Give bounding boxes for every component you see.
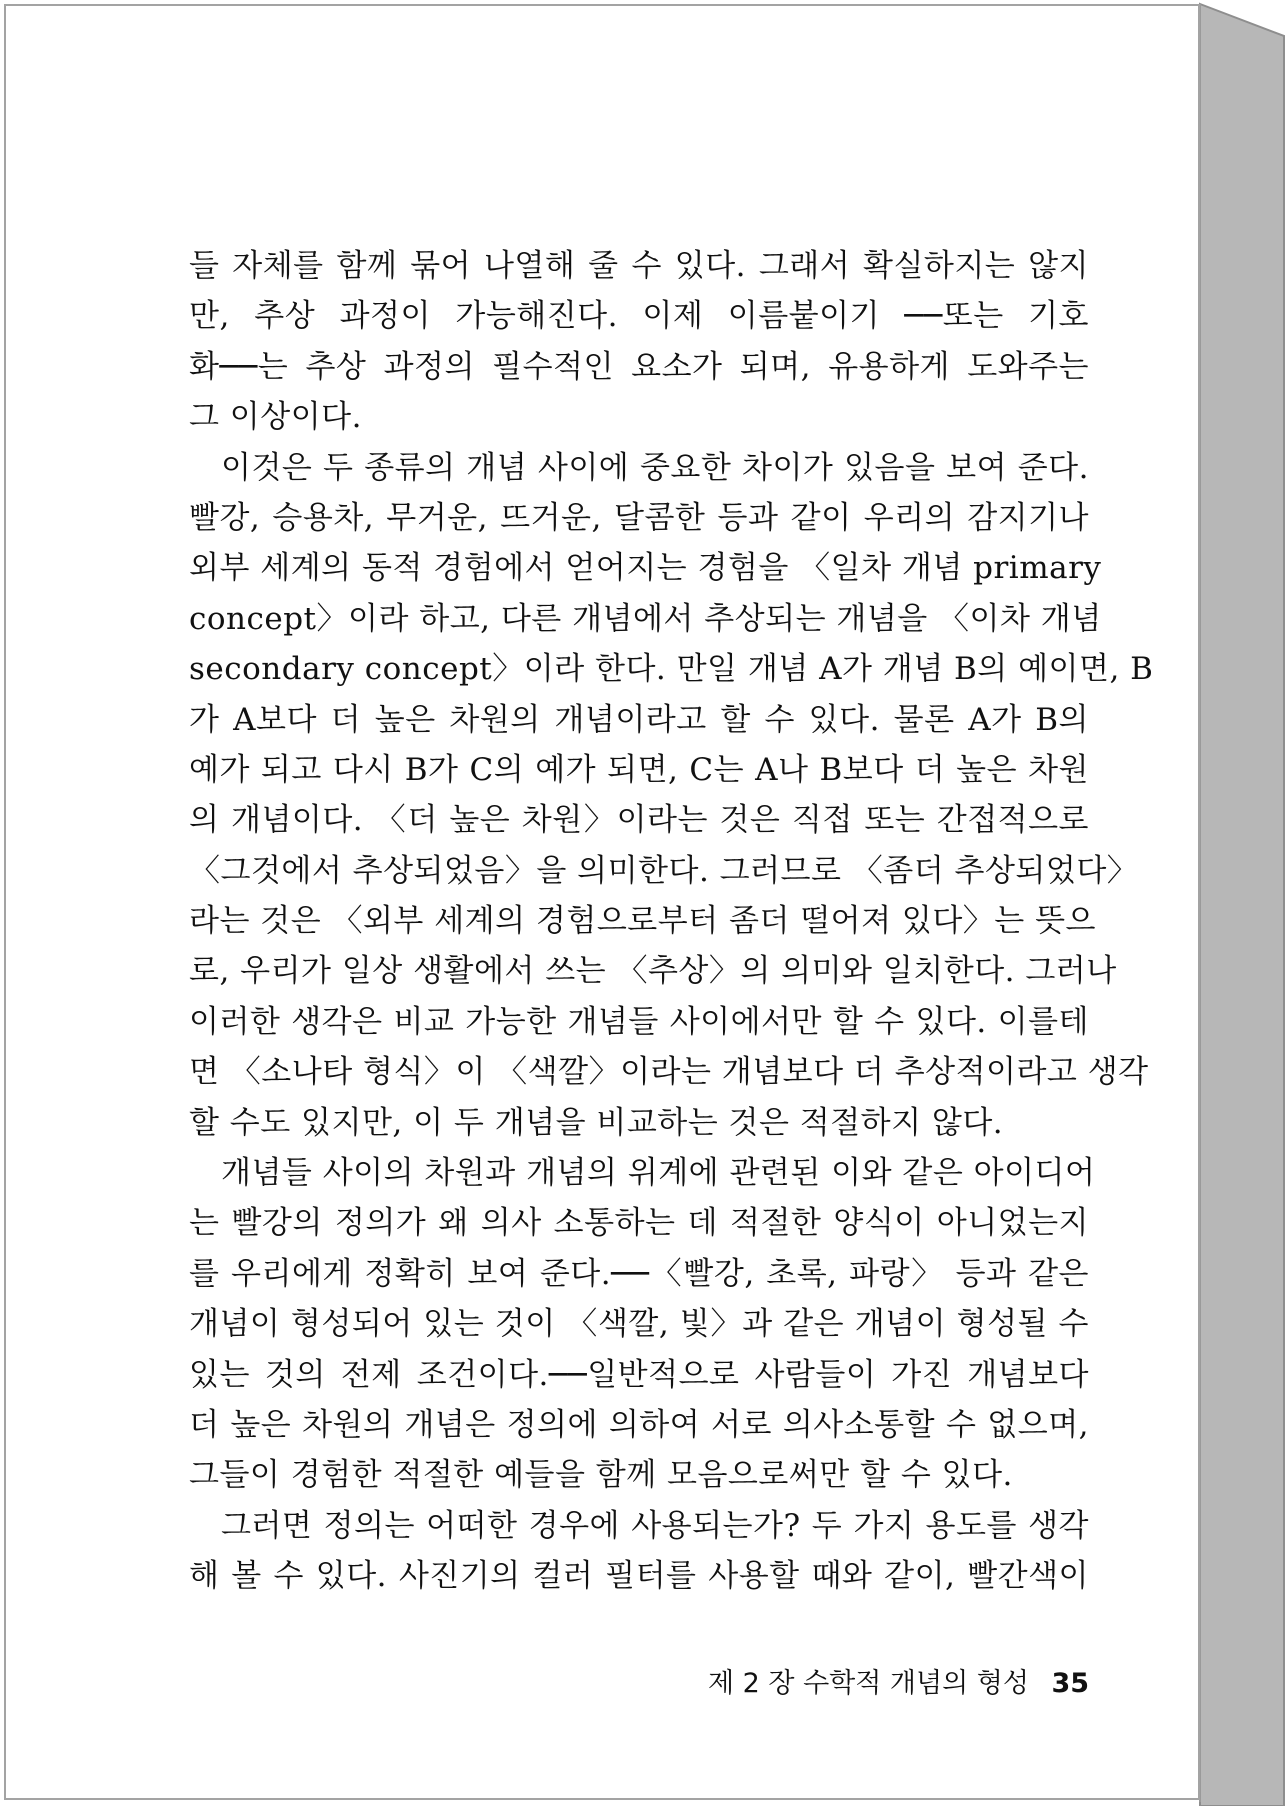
- book-page: [4, 4, 1200, 1800]
- text-line: 화──는 추상 과정의 필수적인 요소가 되며, 유용하게 도와주는: [189, 348, 1089, 385]
- text-line: 해 볼 수 있다. 사진기의 컬러 필터를 사용할 때와 같이, 빨간색이: [189, 1558, 1089, 1595]
- body-text: [189, 241, 1154, 1602]
- text-line: 들 자체를 함께 묶어 나열해 줄 수 있다. 그래서 확실하지는 않지: [189, 248, 1089, 284]
- text-line: 있는 것의 전제 조건이다.──일반적으로 사람들이 가진 개념보다: [189, 1356, 1089, 1393]
- text-line: 개념이 형성되어 있는 것이 〈색깔, 빛〉과 같은 개념이 형성될 수: [189, 1306, 1089, 1343]
- text-line: 가 A보다 더 높은 차원의 개념이라고 할 수 있다. 물론 A가 B의: [189, 701, 1089, 738]
- text-line: 는 빨강의 정의가 왜 의사 소통하는 데 적절한 양식이 아니었는지: [189, 1205, 1089, 1242]
- page-number: 35: [1051, 1668, 1090, 1699]
- text-line: 를 우리에게 정확히 보여 준다.──〈빨강, 초록, 파랑〉 등과 같은: [189, 1255, 1089, 1292]
- text-line: 더 높은 차원의 개념은 정의에 의하여 서로 의사소통할 수 없으며,: [189, 1406, 1089, 1443]
- text-line: 할 수도 있지만, 이 두 개념을 비교하는 것은 적절하지 않다.: [189, 1104, 1004, 1141]
- text-line: 의 개념이다. 〈더 높은 차원〉이라는 것은 직접 또는 간접적으로: [189, 802, 1089, 839]
- text-line: concept〉이라 하고, 다른 개념에서 추상되는 개념을 〈이차 개념: [189, 600, 1102, 637]
- text-line: 개념들 사이의 차원과 개념의 위계에 관련된 이와 같은 아이디어: [221, 1155, 1096, 1192]
- text-line: 이것은 두 종류의 개념 사이에 중요한 차이가 있음을 보여 준다.: [221, 449, 1089, 486]
- text-line: 예가 되고 다시 B가 C의 예가 되면, C는 A나 B보다 더 높은 차원: [189, 751, 1089, 788]
- text-line: 그들이 경험한 적절한 예들을 함께 모음으로써만 할 수 있다.: [189, 1457, 1013, 1494]
- text-line: secondary concept〉이라 한다. 만일 개념 A가 개념 B의 예이면, B: [189, 651, 1154, 688]
- text-line: 〈그것에서 추상되었음〉을 의미한다. 그러므로 〈좀더 추상되었다〉: [189, 852, 1139, 889]
- text-line: 라는 것은 〈외부 세계의 경험으로부터 좀더 떨어져 있다〉는 뜻으: [189, 903, 1096, 940]
- text-line: 로, 우리가 일상 생활에서 쓰는 〈추상〉의 의미와 일치한다. 그러나: [189, 953, 1117, 990]
- text-line: 그러면 정의는 어떠한 경우에 사용되는가? 두 가지 용도를 생각: [221, 1507, 1089, 1544]
- text-line: 그 이상이다.: [189, 399, 362, 436]
- page-footer: [708, 1664, 1088, 1704]
- text-line: 빨강, 승용차, 무거운, 뜨거운, 달콤한 등과 같이 우리의 감지기나: [189, 499, 1089, 536]
- text-line: 이러한 생각은 비교 가능한 개념들 사이에서만 할 수 있다. 이를테: [189, 1003, 1089, 1040]
- chapter-title: 제 2 장 수학적 개념의 형성: [708, 1668, 1029, 1699]
- text-line: 만, 추상 과정이 가능해진다. 이제 이름붙이기 ──또는 기호: [189, 298, 1089, 335]
- text-line: 외부 세계의 동적 경험에서 얻어지는 경험을 〈일차 개념 primary: [189, 550, 1102, 587]
- text-line: 면 〈소나타 형식〉이 〈색깔〉이라는 개념보다 더 추상적이라고 생각: [189, 1054, 1149, 1091]
